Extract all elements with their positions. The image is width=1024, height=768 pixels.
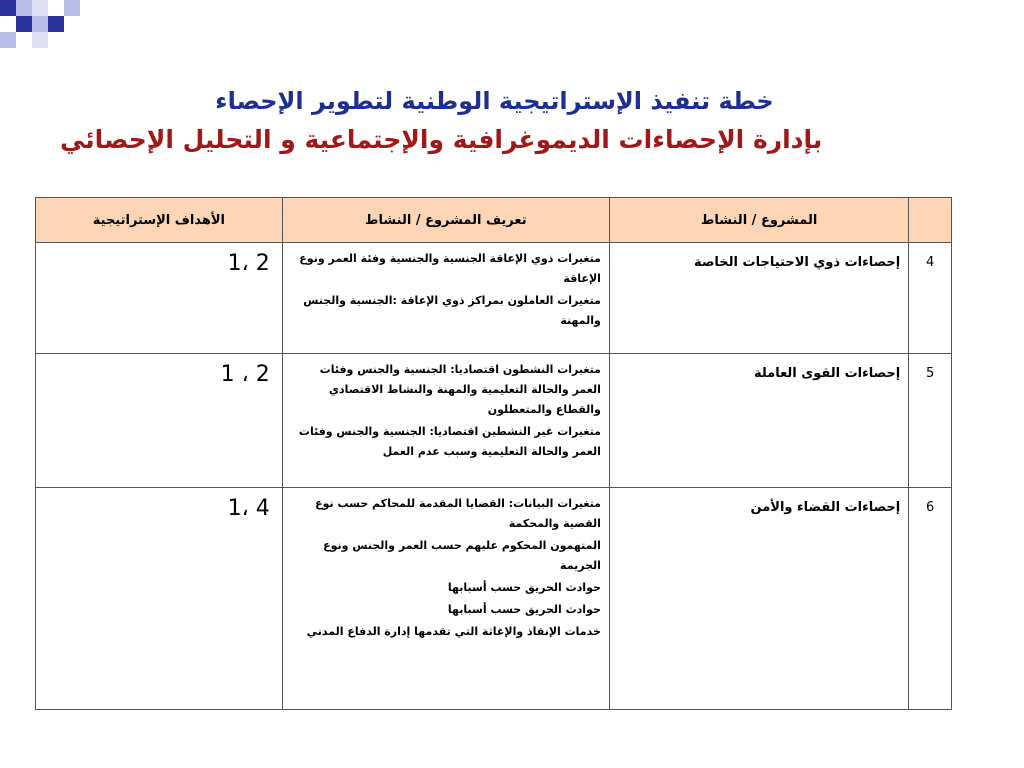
definition-line: متغيرات ذوي الإعاقة الجنسية والجنسية وفئة العمر ونوع الإعاقة: [299, 252, 601, 285]
deco-square: [16, 0, 32, 16]
deco-square: [32, 32, 48, 48]
header-goals: الأهداف الإستراتيجية: [36, 198, 283, 243]
header-definition: تعريف المشروع / النشاط: [282, 198, 609, 243]
corner-decoration: [0, 0, 90, 50]
definition-line: حوادث الحريق حسب أسبابها: [447, 603, 601, 616]
deco-square: [32, 0, 48, 16]
table-row: [36, 243, 952, 354]
row-num: 5: [909, 354, 952, 488]
definition-line: حوادث الحريق حسب أسبابها: [447, 581, 601, 594]
row-num: 6: [909, 488, 952, 710]
deco-square: [64, 0, 80, 16]
definition-line: متغيرات غير النشطين اقتصاديا: الجنسية والجنس وفئات العمر والحالة التعليمية وسبب عدم العمل: [298, 425, 601, 458]
row-goals: 1 ، 2: [36, 354, 283, 488]
row-project: إحصاءات القضاء والأمن: [609, 488, 908, 710]
definition-line: متغيرات العاملون بمراكز ذوي الإعاقة :الجنسية والجنس والمهنة: [303, 294, 601, 327]
table-header-row: [36, 198, 952, 243]
definition-line: المتهمون المحكوم عليهم حسب العمر والجنس ونوع الجريمة: [323, 539, 601, 572]
definition-line: خدمات الإنقاذ والإغاثة التي تقدمها إدارة الدفاع المدني: [306, 625, 601, 638]
row-definition: [282, 243, 609, 354]
header-project: المشروع / النشاط: [609, 198, 908, 243]
header-num: [909, 198, 952, 243]
definition-line: متغيرات البيانات: القضايا المقدمة للمحاكم حسب نوع القضية والمحكمة: [315, 497, 601, 530]
row-definition: [282, 488, 609, 710]
table-row: [36, 488, 952, 710]
row-num: 4: [909, 243, 952, 354]
slide-title: [60, 82, 929, 160]
table-row: [36, 354, 952, 488]
row-definition: [282, 354, 609, 488]
deco-square: [48, 16, 64, 32]
definition-line: متغيرات النشطون اقتصاديا: الجنسية والجنس وفئات العمر والحالة التعليمية والمهنة والنشاط الاقتصادي والقطاع والمتعطلون: [319, 363, 601, 416]
row-project: إحصاءات ذوي الاحتياجات الخاصة: [609, 243, 908, 354]
plan-table: [35, 197, 952, 710]
row-project: إحصاءات القوى العاملة: [609, 354, 908, 488]
title-line-1: خطة تنفيذ الإستراتيجية الوطنية لتطوير الإحصاء: [215, 87, 774, 115]
row-goals: 1، 2: [36, 243, 283, 354]
deco-square: [0, 0, 16, 16]
title-line-2: بإدارة الإحصاءات الديموغرافية والإجتماعية و التحليل الإحصائي: [60, 125, 823, 154]
row-goals: 1، 4: [36, 488, 283, 710]
deco-square: [0, 32, 16, 48]
deco-square: [16, 16, 32, 32]
deco-square: [32, 16, 48, 32]
